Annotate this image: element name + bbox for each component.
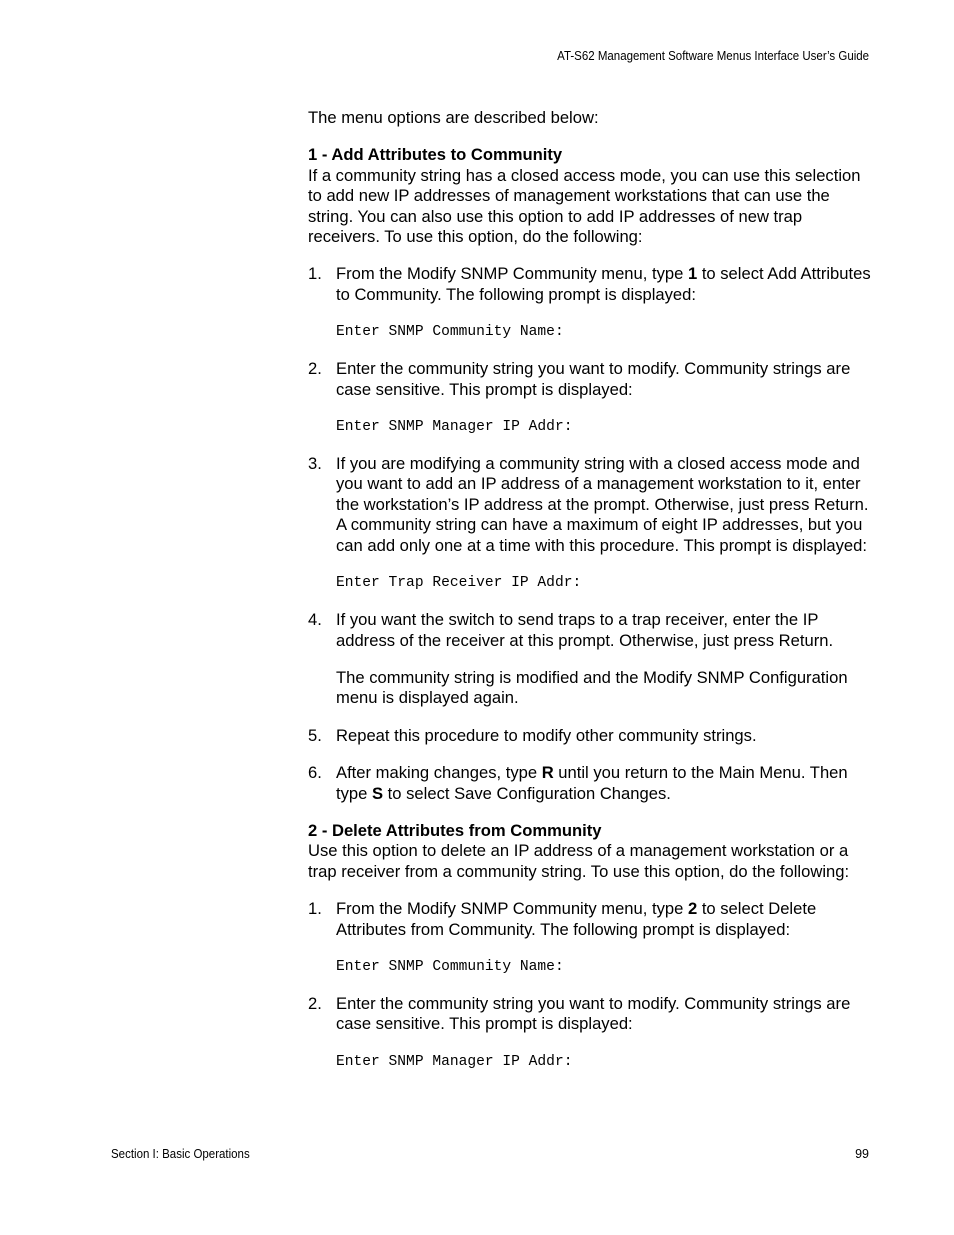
section-paragraph-delete: Use this option to delete an IP address of a management workstation or a trap receiver from a community string. To use this option, do the following: xyxy=(308,841,850,881)
step-text: If you are modifying a community string with a closed access mode and you want to add an IP address of a management workstation to it, enter the workstation’s IP address at the prompt. Otherwise, just press Return. A community string can have a maximum of eight IP addresses, but you can add only one at a time with this procedure. This prompt is displayed: xyxy=(336,454,869,555)
step-text: After making changes, type R until you return to the Main Menu. Then type S to select Save Configuration Changes. xyxy=(336,763,848,803)
step-number: 1. xyxy=(308,264,322,284)
step-add-4 xyxy=(308,610,873,709)
step-text: Repeat this procedure to modify other community strings. xyxy=(336,725,757,745)
running-header: AT-S62 Management Software Menus Interface User’s Guide xyxy=(557,49,869,63)
prompt-code: Enter SNMP Manager IP Addr: xyxy=(336,419,573,436)
step-add-5 xyxy=(308,726,873,746)
section-heading-add: 1 - Add Attributes to Community xyxy=(308,145,563,165)
prompt-code: Enter SNMP Community Name: xyxy=(336,958,564,975)
section-heading-delete: 2 - Delete Attributes from Community xyxy=(308,820,602,840)
step-add-3 xyxy=(308,454,873,593)
step-text: If you want the switch to send traps to a trap receiver, enter the IP address of the receiver at this prompt. Otherwise, just press Return. xyxy=(336,610,834,650)
step-number: 2. xyxy=(308,359,322,379)
footer-section: Section I: Basic Operations xyxy=(111,1147,250,1161)
section-paragraph-add: If a community string has a closed access mode, you can use this selection to add new IP addresses of management workstations that can use the string. You can also use this option to add IP addresses of new trap receivers. To use this option, do the following: xyxy=(308,165,861,247)
step-number: 2. xyxy=(308,993,322,1013)
footer-page-number: 99 xyxy=(855,1147,869,1161)
step-text: From the Modify SNMP Community menu, type 2 to select Delete Attributes from Community. The following prompt is displayed: xyxy=(336,899,817,939)
step-number: 6. xyxy=(308,763,322,783)
intro-text: The menu options are described below: xyxy=(308,108,599,127)
page-body xyxy=(308,108,873,1089)
step-add-6 xyxy=(308,763,873,804)
step-add-1 xyxy=(308,264,873,342)
step-delete-1 xyxy=(308,899,873,977)
step-text: Enter the community string you want to modify. Community strings are case sensitive. This prompt is displayed: xyxy=(336,993,851,1034)
step-text: From the Modify SNMP Community menu, type 1 to select Add Attributes to Community. The following prompt is displayed: xyxy=(336,264,871,304)
step-number: 1. xyxy=(308,899,322,919)
prompt-code: Enter SNMP Manager IP Addr: xyxy=(336,1053,573,1070)
prompt-code: Enter SNMP Community Name: xyxy=(336,324,564,341)
prompt-code: Enter Trap Receiver IP Addr: xyxy=(336,575,582,592)
step-number: 5. xyxy=(308,725,322,745)
step-add-2 xyxy=(308,359,873,437)
step-number: 4. xyxy=(308,610,322,630)
step-text: Enter the community string you want to modify. Community strings are case sensitive. This prompt is displayed: xyxy=(336,359,851,399)
step-delete-2 xyxy=(308,994,873,1072)
step-note: The community string is modified and the Modify SNMP Configuration menu is displayed again. xyxy=(336,667,848,708)
step-number: 3. xyxy=(308,454,322,474)
